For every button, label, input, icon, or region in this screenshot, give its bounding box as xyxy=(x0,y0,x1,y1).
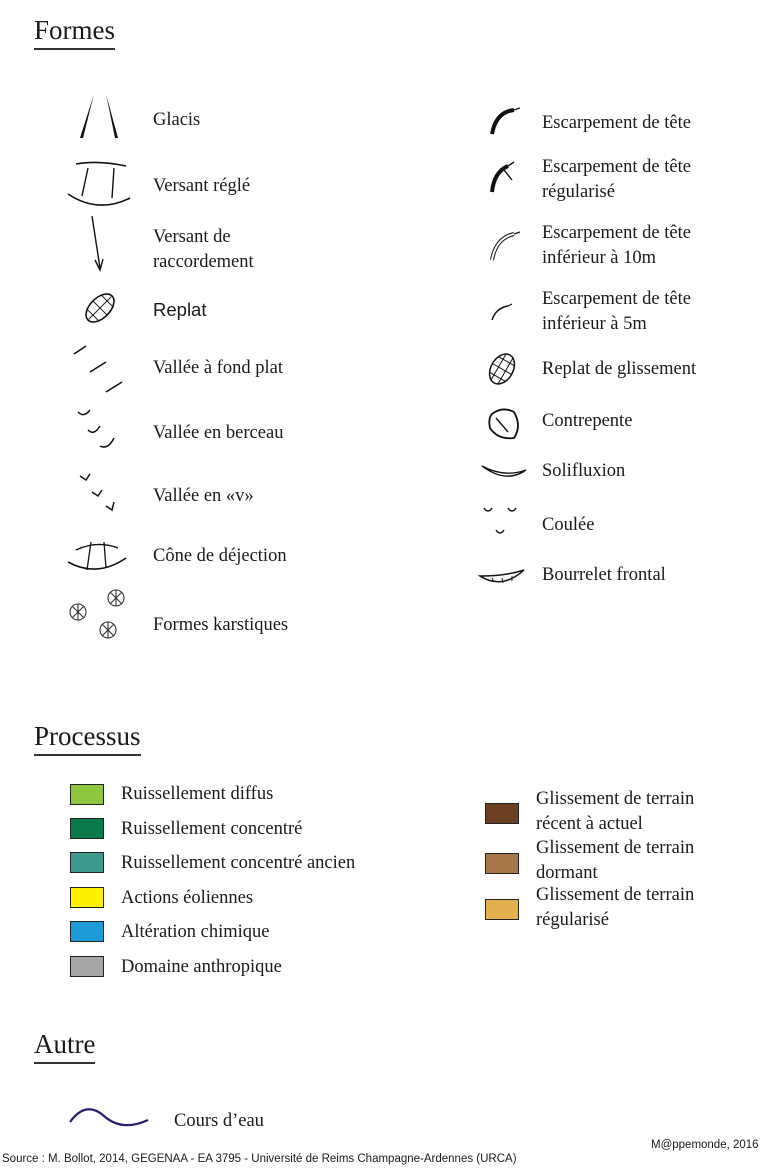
vallee-fond-plat-icon xyxy=(68,342,128,400)
formes-right-label: Solifluxion xyxy=(542,461,626,481)
processus-left-label: Altération chimique xyxy=(121,922,270,942)
formes-left-label: Replat xyxy=(153,299,207,320)
versant-raccordement-icon xyxy=(82,212,118,276)
formes-left-label: Vallée en berceau xyxy=(153,423,284,443)
credit-note: M@ppemonde, 2016 xyxy=(651,1139,759,1151)
processus-right-label: Glissement de terrain dormant xyxy=(536,838,695,883)
vallee-berceau-icon xyxy=(74,404,124,454)
formes-left-label: Cône de déjection xyxy=(153,546,287,566)
swatch-actions-eoliennes xyxy=(70,887,104,908)
cone-dejection-icon xyxy=(64,532,130,576)
swatch-alteration-chimique xyxy=(70,921,104,942)
processus-left-label: Domaine anthropique xyxy=(121,957,282,977)
processus-right-label: Glissement de terrain régularisé xyxy=(536,885,695,930)
escarpement-tete-icon xyxy=(484,104,524,140)
formes-left-label: Formes karstiques xyxy=(153,615,289,635)
glacis-icon xyxy=(70,88,130,148)
section-title-formes: Formes xyxy=(34,16,115,50)
formes-karstiques-icon xyxy=(64,586,134,646)
escarpement-5m-icon xyxy=(486,300,516,326)
autre-label: Cours d’eau xyxy=(174,1111,264,1131)
source-note: Source : M. Bollot, 2014, GEGENAA - EA 3795 - Université de Reims Champagne-Ardennes (URCA) xyxy=(2,1153,517,1165)
processus-left-label: Ruissellement concentré xyxy=(121,819,303,839)
swatch-glissement-dormant xyxy=(485,853,519,874)
formes-right-label: Contrepente xyxy=(542,411,633,431)
escarpement-regularise-icon xyxy=(484,160,524,198)
swatch-glissement-recent xyxy=(485,803,519,824)
cours-eau-icon xyxy=(64,1098,154,1138)
processus-left-label: Actions éoliennes xyxy=(121,888,254,908)
processus-right-label: Glissement de terrain récent à actuel xyxy=(536,789,695,834)
swatch-ruissellement-concentre xyxy=(70,818,104,839)
versant-regle-icon xyxy=(64,156,134,212)
formes-left-label: Vallée en «v» xyxy=(153,486,254,506)
section-title-autre: Autre xyxy=(34,1030,95,1064)
processus-left-label: Ruissellement concentré ancien xyxy=(121,853,356,873)
processus-left-label: Ruissellement diffus xyxy=(121,784,274,804)
formes-right-label: Replat de glissement xyxy=(542,359,697,379)
solifluxion-icon xyxy=(480,460,530,482)
swatch-domaine-anthropique xyxy=(70,956,104,977)
formes-left-label: Vallée à fond plat xyxy=(153,358,283,378)
formes-right-label: Bourrelet frontal xyxy=(542,565,666,585)
swatch-glissement-regularise xyxy=(485,899,519,920)
formes-left-label: Versant de raccordement xyxy=(153,227,254,272)
contrepente-icon xyxy=(484,404,524,442)
section-title-processus: Processus xyxy=(34,722,141,756)
formes-right-label: Escarpement de tête inférieur à 5m xyxy=(542,289,691,334)
escarpement-10m-icon xyxy=(484,226,524,268)
formes-right-label: Coulée xyxy=(542,515,595,535)
replat-glissement-icon xyxy=(484,350,520,388)
formes-right-label: Escarpement de tête régularisé xyxy=(542,157,691,202)
bourrelet-frontal-icon xyxy=(478,564,528,590)
formes-right-label: Escarpement de tête xyxy=(542,113,691,133)
swatch-ruissellement-diffus xyxy=(70,784,104,805)
formes-left-label: Glacis xyxy=(153,110,201,130)
formes-right-label: Escarpement de tête inférieur à 10m xyxy=(542,223,691,268)
replat-icon xyxy=(80,288,120,328)
coulee-icon xyxy=(480,500,526,546)
formes-left-label: Versant réglé xyxy=(153,176,251,196)
vallee-v-icon xyxy=(74,470,124,518)
swatch-ruissellement-concentre-ancien xyxy=(70,852,104,873)
